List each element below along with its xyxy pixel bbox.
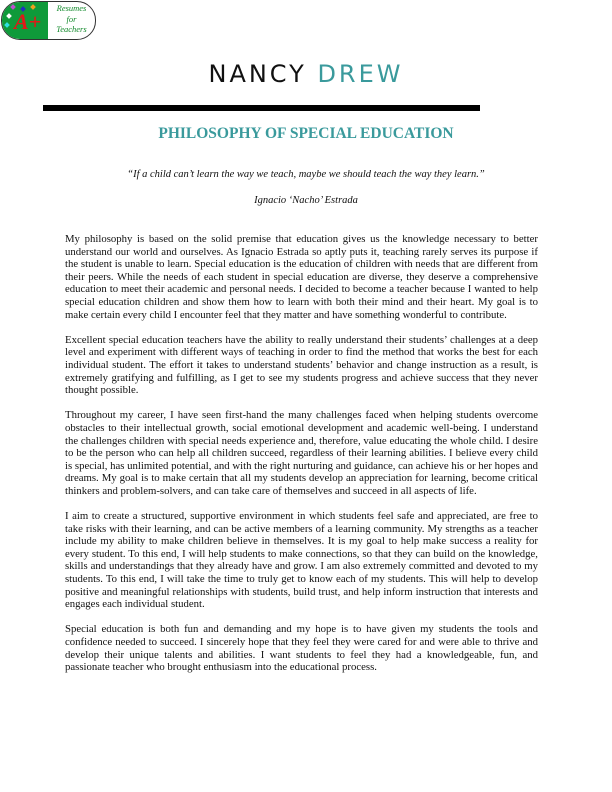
logo-badge bbox=[2, 2, 48, 39]
logo-line: Teachers bbox=[56, 24, 87, 34]
quote-author: Ignacio ‘Nacho’ Estrada bbox=[254, 195, 358, 206]
paragraph: Special education is both fun and demanding and my hope is to have given my students the tools and confidence needed to succeed. I sincerely hope that they feel they were cared for and were able to thrive and develop their unique talents and abilities. I want students to feel they had a knowledgeable, fun, and passionate teacher who brought enthusiasm into the educational process. bbox=[65, 623, 538, 674]
first-name: NANCY bbox=[208, 60, 307, 88]
applicant-name bbox=[0, 60, 612, 88]
logo-mark: A+ bbox=[14, 9, 42, 34]
logo-line: Resumes bbox=[56, 3, 87, 13]
last-name: DREW bbox=[317, 60, 404, 88]
logo bbox=[1, 1, 96, 40]
logo-text bbox=[48, 2, 95, 39]
document-body bbox=[65, 233, 538, 686]
paragraph: Excellent special education teachers have the ability to really understand their students’ challenges at a deep level and experiment with different ways of teaching in order to find the method that works the best for each individual student. The effort it takes to understand students’ behavior and change instruction as a result, is extremely gratifying and fulfilling, as I get to see my students progress and achieve success that they never thought possible. bbox=[65, 333, 538, 397]
quote: “If a child can’t learn the way we teach, maybe we should teach the way they learn.” bbox=[127, 169, 485, 180]
star-icon bbox=[6, 13, 12, 19]
paragraph: My philosophy is based on the solid premise that education gives us the knowledge necessary to better understand our world and ourselves. As Ignacio Estrada so aptly puts it, teaching rarely serves its purpose if the student is unable to learn. Special education is the education of children with needs that are different from their peers. While the needs of each student in special education are diverse, they deserve a comprehensive education to meet their academic and personal needs. I decided to become a teacher because I wanted to help special education children and show them how to learn with both their mind and their heart. My goal is to make certain every child I encounter feel that they matter and have something wonderful to contribute. bbox=[65, 233, 538, 321]
logo-line: for bbox=[66, 13, 77, 24]
header-divider bbox=[43, 105, 480, 111]
paragraph: I aim to create a structured, supportive environment in which students feel safe and appreciated, are free to take risks with their learning, and can be active members of a learning community. My strengths as a teacher include my ability to make children believe in themselves. It is my goal to help make success a reality for every student. To this end, I will help students to make connections, so that they can build on the knowledge, skills and understandings that they already have and grow. I am also extremely committed and devoted to my students. To this end, I will take the time to truly get to know each of my students. This will help to develop positive and meaningful relationships with students, build trust, and help inform instruction that interests and engages each individual student. bbox=[65, 510, 538, 611]
paragraph: Throughout my career, I have seen first-hand the many challenges faced when helping students overcome obstacles to their intellectual growth, social emotional development and academic well-being. I understand the challenges children with special needs experience and, therefore, value educating the whole child. I desire to be the person who can help all children succeed, regardless of their learning abilities. I believe every child is special, has unlimited potential, and with the right nurturing and guidance, can achieve his or her hopes and dreams. My goal is to make certain that all my students develop an appreciation for learning, become critical thinkers and problem-solvers, and can take care of themselves and succeed in all aspects of life. bbox=[65, 409, 538, 497]
document-title: PHILOSOPHY OF SPECIAL EDUCATION bbox=[158, 125, 454, 142]
star-icon bbox=[4, 22, 10, 28]
